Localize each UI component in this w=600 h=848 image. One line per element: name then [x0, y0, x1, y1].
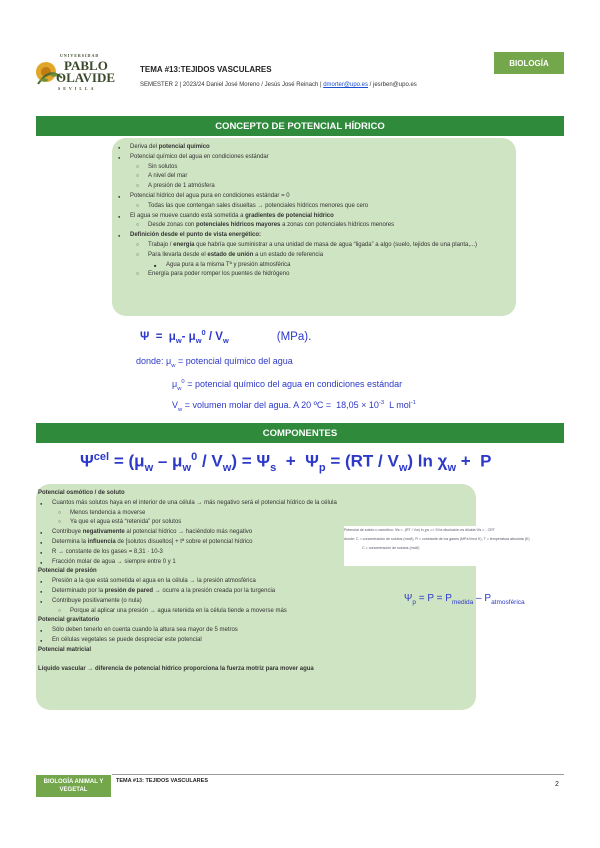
- list-item-text: → diferencia de potencial hídrico proporciona la fuerza motriz para mover agua: [85, 666, 314, 673]
- list-item: [38, 528, 337, 538]
- section-title-concepto: CONCEPTO DE POTENCIAL HÍDRICO: [36, 116, 564, 136]
- definition-molar-volume: $V_w$ = volumen molar del agua. A 20 ºC = $18,05 \times 10^{-3}$ L mol$^{-1}$: [172, 400, 417, 413]
- list-item-text: presión de pared: [104, 587, 154, 594]
- inset-line-1: Potencial de soluto u osmótico: Ψs = -(RT / Vw) ln χw => Si la disolución es diluida Ψs = - CRT: [344, 528, 495, 532]
- list-item-text: al potencial hídrico → haciéndolo más negativo: [124, 529, 253, 536]
- list-item-text: Fracción molar de agua → siempre entre 0 y 1: [52, 558, 176, 565]
- list-item-text: Energía para poder romper los puentes de hidrógeno: [148, 271, 290, 278]
- list-item-text: Potencial de presión: [38, 568, 97, 575]
- list-item: [38, 538, 337, 548]
- list-item-text: Agua pura a la misma Tª y presión atmosférica: [166, 261, 291, 268]
- footer-subject-line2: VEGETAL: [59, 787, 88, 793]
- list-item-text: energía: [173, 241, 195, 248]
- list-item: [38, 499, 337, 509]
- list-item-text: Cuantos más solutos haya en el interior de una célula → más negativo será el potencial hídrico de la célula: [52, 499, 337, 506]
- list-item-text: Potencial matricial: [38, 646, 92, 653]
- list-item: [116, 261, 477, 271]
- list-item-text: Todas las que contengan sales disueltas → potenciales hídricos menores que cero: [148, 202, 369, 209]
- list-item-text: En células vegetales se puede despreciar este potencial: [52, 636, 202, 643]
- list-item: [116, 192, 477, 202]
- list-item: [116, 202, 477, 212]
- header-topic: TEMA #13:TEJIDOS VASCULARES: [140, 65, 272, 74]
- list-item-text: Sin solutos: [148, 163, 178, 170]
- list-item: [38, 518, 337, 528]
- list-item-text: que habría que suministrar a una unidad de masa de agua “ligada” a algo (suelo, tejidos de una planta,...): [194, 241, 477, 248]
- cell-potential-formula: $\Psi^{cel} = (\mu_w - \mu_w^0 / V_w) = \Psi_s + \Psi_p = (RT / V_w)$ $\ln \chi_w + P$: [80, 451, 492, 475]
- logo-top-text: UNIVERSIDAD: [60, 53, 100, 58]
- list-item: [38, 567, 337, 577]
- list-item-text: Contribuye: [52, 529, 83, 536]
- footer-topic: TEMA #13: TEJIDOS VASCULARES: [116, 778, 208, 784]
- concept-list: [116, 143, 477, 280]
- list-item: [38, 577, 337, 587]
- list-item: [38, 597, 337, 607]
- inset-line-2: donde: C = concentración de solutos (mol/l), R = constante de los gases (MPa l/mol K), T = temperatura absoluta (K): [344, 537, 530, 541]
- meta-suffix: / jesrben@upo.es: [368, 82, 417, 88]
- meta-prefix: SEMESTER 2 | 2023/24 Daniel José Moreno / Jesús José Reinach |: [140, 82, 324, 88]
- list-item-text: influencia: [87, 538, 116, 545]
- header-meta: [140, 82, 417, 88]
- list-item: [116, 143, 477, 153]
- inset-line-3: C = concentración de solutos (mol/l): [362, 546, 420, 550]
- list-item: [116, 153, 477, 163]
- list-item-text: Menos tendencia a moverse: [70, 509, 146, 516]
- list-item-text: Porque al aplicar una presión → agua retenida en la célula tiende a moverse más: [70, 607, 287, 614]
- list-item-text: de [solutos disueltos] + tª sobre el potencial hídrico: [115, 538, 253, 545]
- list-item: [38, 626, 337, 636]
- footer-subject-line1: BIOLOGÍA ANIMAL Y: [43, 779, 104, 785]
- list-item-text: R → constante de los gases = 8,31 · 10-3: [52, 548, 163, 555]
- list-item-text: a zonas con potenciales hídricos menores: [280, 222, 395, 229]
- list-item-text: Trabajo /: [148, 241, 174, 248]
- list-item-text: Presión a la que está sometida el agua en la célula → la presión atmosférica: [52, 578, 256, 585]
- logo-text-line1: PABLO: [64, 58, 108, 73]
- list-item-text: Contribuye positivamente (o nula): [52, 597, 142, 604]
- list-item: [116, 241, 477, 251]
- list-item-text: Para llevarla desde el: [148, 251, 208, 258]
- list-item-text: Potencial osmótico / de soluto: [38, 490, 125, 496]
- list-item-text: potenciales hídricos mayores: [196, 222, 281, 229]
- list-item: [116, 270, 477, 280]
- list-item: [38, 558, 337, 568]
- components-list: [38, 489, 337, 675]
- list-item-text: Líquido vascular: [38, 666, 86, 673]
- list-item-text: estado de unión: [207, 251, 254, 258]
- list-item-text: Potencial gravitatorio: [38, 617, 100, 624]
- list-item: [116, 163, 477, 173]
- page-number: 2: [555, 781, 559, 788]
- list-item-text: Desde zonas con: [148, 222, 197, 229]
- list-item: [38, 636, 337, 646]
- university-logo: [36, 48, 136, 94]
- list-item-text: Potencial hídrico del agua pura en condiciones estándar = 0: [130, 192, 290, 199]
- list-item-text: Determina la: [52, 538, 88, 545]
- subject-badge: BIOLOGÍA: [494, 52, 564, 74]
- list-item: [38, 607, 337, 617]
- list-item: [116, 212, 477, 222]
- list-item-text: negativamente: [82, 529, 125, 536]
- list-item: [116, 231, 477, 241]
- list-item: [38, 489, 337, 499]
- footer-subject-box: [36, 775, 111, 797]
- list-item: [38, 509, 337, 519]
- list-item-text: Ya que el agua está “retenida” por solutos: [70, 519, 182, 526]
- osmotic-formula-inset: [344, 526, 568, 566]
- list-item: [116, 221, 477, 231]
- section-title-componentes: COMPONENTES: [36, 423, 564, 443]
- list-item-text: Potencial químico del agua en condiciones estándar: [130, 153, 269, 160]
- email-link[interactable]: dmorter@upo.es: [323, 82, 368, 88]
- list-item: [38, 656, 337, 666]
- formula-unit: (MPa).: [276, 330, 312, 343]
- list-item-text: potencial químico: [158, 144, 210, 150]
- list-item-text: Sólo deben tenerlo en cuenta cuando la altura sea mayor de 5 metros: [52, 627, 238, 634]
- definition-chemical-potential: donde: $\mu_w$ = potencial químico del agua: [136, 356, 293, 369]
- logo-text-line2: OLAVIDE: [56, 70, 116, 85]
- list-item: [38, 665, 337, 675]
- list-item-text: El agua se mueve cuando está sometida a: [130, 212, 246, 219]
- list-item-text: a un estado de referencia: [253, 251, 324, 258]
- list-item: [116, 251, 477, 261]
- list-item: [116, 172, 477, 182]
- list-item-text: A nivel del mar: [148, 173, 188, 180]
- logo-sub-text: SEVILLA: [58, 86, 97, 91]
- list-item: [38, 548, 337, 558]
- list-item: [38, 587, 337, 597]
- definition-standard-potential: $\mu_w^0$ = potencial químico del agua en condiciones estándar: [172, 379, 403, 392]
- list-item: [116, 182, 477, 192]
- list-item: [38, 616, 337, 626]
- list-item-text: → ocurre a la presión creada por la turgencia: [153, 587, 276, 594]
- pressure-potential-formula: $\Psi_p = P = P_{medida} - P_{atmosférica}$: [404, 593, 525, 606]
- list-item-text: Determinado por la: [52, 587, 105, 594]
- list-item: [38, 646, 337, 656]
- list-item-text: A presión de 1 atmósfera: [148, 183, 215, 190]
- list-item-text: Definición desde el punto de vista energético:: [130, 232, 262, 239]
- water-potential-formula: $\Psi = \mu_w-$ $\mu_w^0 / V_w$ (MPa).: [140, 328, 312, 346]
- footer-divider: [112, 774, 564, 775]
- list-item-text: gradientes de potencial hídrico: [245, 212, 334, 219]
- list-item-text: Deriva del: [130, 144, 159, 150]
